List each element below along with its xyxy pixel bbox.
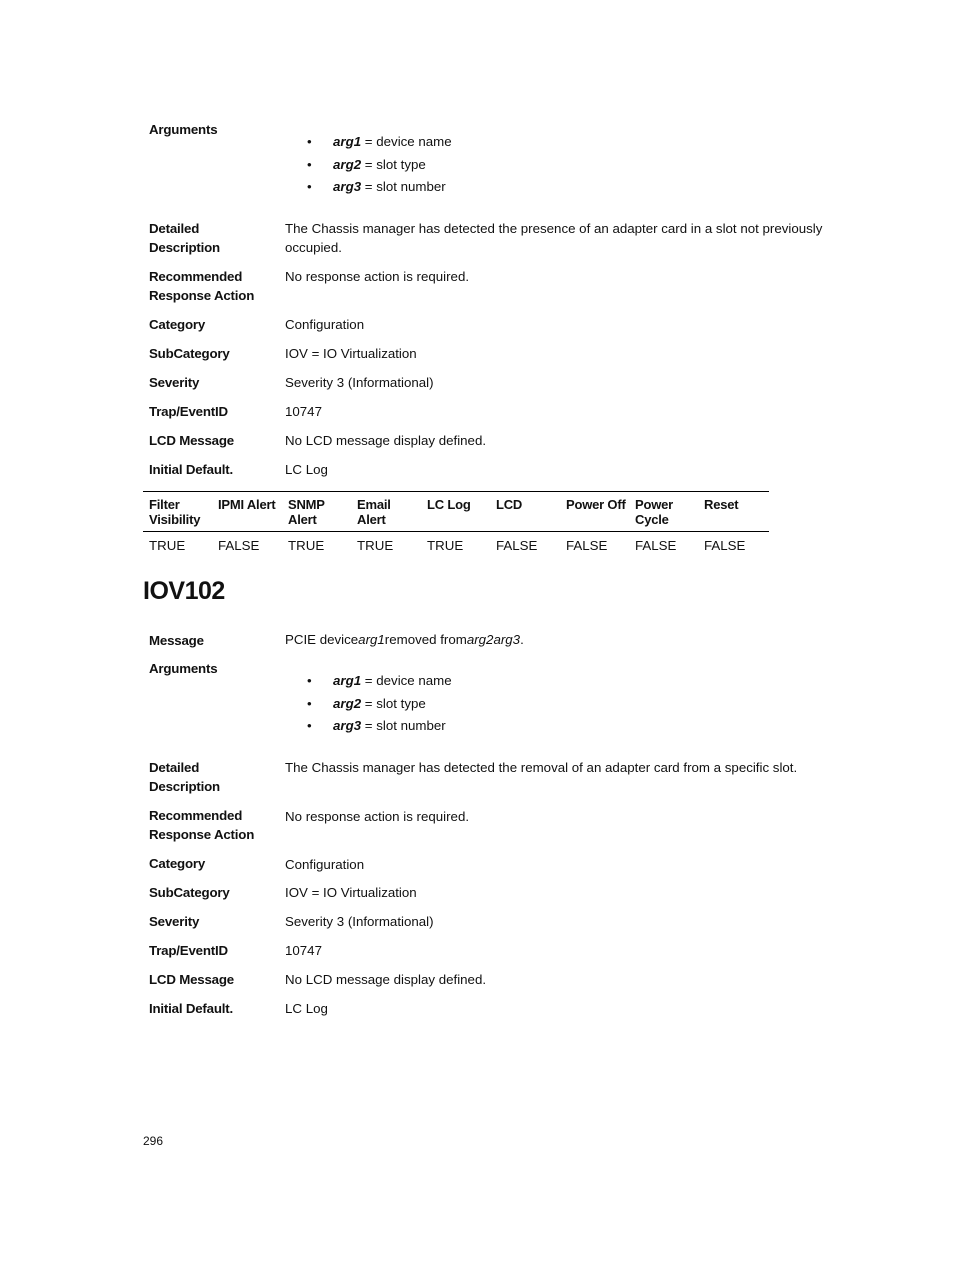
lcd-message-label: LCD Message bbox=[149, 972, 234, 987]
table-header-cell: Reset bbox=[704, 497, 739, 512]
argument-separator: = bbox=[361, 673, 377, 688]
label-line: Description bbox=[149, 779, 220, 794]
bullet-icon: • bbox=[307, 179, 312, 194]
bullet-icon: • bbox=[307, 718, 312, 733]
trap-eventid-value: 10747 bbox=[285, 404, 322, 419]
table-header-cell: Filter Visibility bbox=[149, 497, 201, 527]
initial-default-value: LC Log bbox=[285, 462, 328, 477]
argument-reference: arg2 bbox=[466, 632, 494, 647]
argument-separator: = bbox=[361, 718, 377, 733]
initial-default-value: LC Log bbox=[285, 1001, 328, 1016]
subcategory-label: SubCategory bbox=[149, 885, 230, 900]
argument-name: arg2 bbox=[333, 695, 362, 711]
argument-name: arg3 bbox=[333, 179, 362, 194]
value-line: occupied. bbox=[285, 240, 342, 255]
category-value: Configuration bbox=[285, 317, 365, 332]
argument-description: slot type bbox=[376, 695, 426, 711]
argument-description: device name bbox=[376, 673, 452, 688]
initial-default-label: Initial Default. bbox=[149, 1001, 233, 1016]
recommended-action-label bbox=[149, 806, 279, 844]
argument-description: slot number bbox=[376, 718, 446, 733]
category-label: Category bbox=[149, 856, 206, 871]
argument-item bbox=[307, 693, 452, 716]
table-cell: FALSE bbox=[566, 538, 608, 553]
argument-name: arg3 bbox=[333, 718, 362, 733]
table-cell: FALSE bbox=[704, 538, 746, 553]
label-line: Response Action bbox=[149, 288, 255, 303]
lcd-message-value: No LCD message display defined. bbox=[285, 972, 487, 987]
label-line: Response Action bbox=[149, 827, 255, 842]
table-header-cell: Email Alert bbox=[357, 497, 391, 527]
message-label: Message bbox=[149, 633, 204, 648]
argument-separator: = bbox=[361, 695, 377, 711]
arguments-list bbox=[307, 131, 452, 199]
argument-reference: arg3 bbox=[493, 632, 521, 647]
argument-description: device name bbox=[376, 134, 452, 149]
bullet-icon: • bbox=[307, 673, 312, 688]
detailed-description-value bbox=[285, 219, 825, 257]
table-cell: FALSE bbox=[635, 538, 677, 553]
detailed-description-label bbox=[149, 219, 279, 257]
subcategory-value: IOV = IO Virtualization bbox=[285, 346, 417, 361]
severity-value: Severity 3 (Informational) bbox=[285, 914, 434, 929]
table-top-rule bbox=[143, 491, 769, 492]
table-cell: TRUE bbox=[288, 538, 325, 553]
detailed-description-value: The Chassis manager has detected the removal of an adapter card from a specific slot. bbox=[285, 760, 798, 775]
label-line: Detailed bbox=[149, 221, 200, 236]
section-heading: IOV102 bbox=[143, 577, 225, 605]
recommended-action-value: No response action is required. bbox=[285, 269, 470, 284]
bullet-icon: • bbox=[307, 695, 312, 711]
table-cell: FALSE bbox=[496, 538, 538, 553]
table-header-cell: Power Off bbox=[566, 497, 626, 512]
table-header-cell: SNMP Alert bbox=[288, 497, 325, 527]
table-header-cell: LCD bbox=[496, 497, 523, 512]
category-value: Configuration bbox=[285, 857, 365, 872]
value-line: The Chassis manager has detected the presence of an adapter card in a slot not previously bbox=[285, 221, 823, 236]
recommended-action-value: No response action is required. bbox=[285, 809, 470, 824]
message-value: PCIE devicearg1removed fromarg2arg3. bbox=[285, 632, 524, 647]
lcd-message-label: LCD Message bbox=[149, 433, 234, 448]
arguments-label: Arguments bbox=[149, 661, 218, 676]
label-line: Recommended bbox=[149, 269, 243, 284]
subcategory-value: IOV = IO Virtualization bbox=[285, 885, 417, 900]
bullet-icon: • bbox=[307, 134, 312, 149]
argument-description: slot number bbox=[376, 179, 446, 194]
table-header-cell: IPMI Alert bbox=[218, 497, 276, 512]
severity-label: Severity bbox=[149, 914, 200, 929]
trap-eventid-value: 10747 bbox=[285, 943, 322, 958]
argument-item bbox=[307, 670, 452, 693]
argument-name: arg2 bbox=[333, 156, 362, 172]
table-header-cell: LC Log bbox=[427, 497, 471, 512]
table-header-cell: Power Cycle bbox=[635, 497, 674, 527]
initial-default-label: Initial Default. bbox=[149, 462, 233, 477]
arguments-list bbox=[307, 670, 452, 738]
arguments-label: Arguments bbox=[149, 122, 218, 137]
argument-separator: = bbox=[361, 156, 377, 172]
table-cell: TRUE bbox=[357, 538, 394, 553]
label-line: Description bbox=[149, 240, 220, 255]
category-label: Category bbox=[149, 317, 206, 332]
recommended-action-label bbox=[149, 267, 279, 305]
label-line: Recommended bbox=[149, 808, 243, 823]
detailed-description-label bbox=[149, 758, 279, 796]
argument-name: arg1 bbox=[333, 134, 362, 149]
lcd-message-value: No LCD message display defined. bbox=[285, 433, 487, 448]
subcategory-label: SubCategory bbox=[149, 346, 230, 361]
argument-item bbox=[307, 131, 452, 154]
trap-eventid-label: Trap/EventID bbox=[149, 404, 228, 419]
table-cell: TRUE bbox=[149, 538, 186, 553]
page-number: 296 bbox=[143, 1134, 164, 1148]
argument-reference: arg1 bbox=[358, 632, 385, 647]
argument-separator: = bbox=[361, 179, 377, 194]
severity-value: Severity 3 (Informational) bbox=[285, 375, 434, 390]
argument-item bbox=[307, 154, 452, 177]
argument-item bbox=[307, 176, 452, 199]
table-header-rule bbox=[143, 531, 769, 532]
table-cell: FALSE bbox=[218, 538, 260, 553]
argument-name: arg1 bbox=[333, 673, 362, 688]
table-cell: TRUE bbox=[427, 538, 464, 553]
label-line: Detailed bbox=[149, 760, 200, 775]
argument-separator: = bbox=[361, 134, 377, 149]
trap-eventid-label: Trap/EventID bbox=[149, 943, 228, 958]
argument-description: slot type bbox=[376, 156, 426, 172]
severity-label: Severity bbox=[149, 375, 200, 390]
argument-item bbox=[307, 715, 452, 738]
bullet-icon: • bbox=[307, 156, 312, 172]
